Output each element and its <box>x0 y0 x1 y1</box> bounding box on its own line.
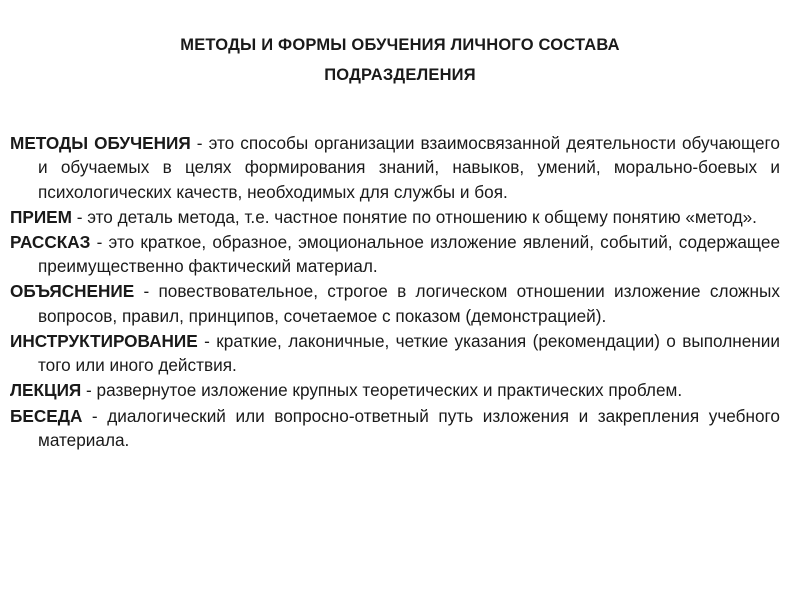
definition-text: - диалогический или вопросно-ответный путь изложения и закрепления учебного материала. <box>38 405 780 450</box>
definition-term: ЛЕКЦИЯ <box>10 380 82 401</box>
definition-text: - краткие, лаконичные, четкие указания (рекомендации) о выполнении того или иного действия. <box>38 330 780 376</box>
definition-term: БЕСЕДА <box>10 405 83 426</box>
definition-item <box>10 329 780 378</box>
definition-item <box>10 404 780 453</box>
page-title <box>0 30 800 90</box>
definition-item <box>10 205 780 229</box>
definition-term: ИНСТРУКТИРОВАНИЕ <box>10 330 198 351</box>
title-line-1: МЕТОДЫ И ФОРМЫ ОБУЧЕНИЯ ЛИЧНОГО СОСТАВА <box>180 36 620 54</box>
definition-term: ОБЪЯСНЕНИЕ <box>10 281 135 302</box>
definition-item <box>10 131 780 204</box>
definition-text: - развернутое изложение крупных теоретических и практических проблем. <box>81 380 683 401</box>
definition-text: - это способы организации взаимосвязанной деятельности обучающего и обучаемых в целях формирования знаний, навыков, умений, морально-боевых и психологических качеств, необходимых для службы и боя. <box>38 133 780 202</box>
definition-text: - это деталь метода, т.е. частное понятие по отношению к общему понятию «метод». <box>71 206 757 227</box>
definition-term: ПРИЕМ <box>10 206 72 227</box>
title-line-2: ПОДРАЗДЕЛЕНИЯ <box>324 66 476 84</box>
definition-item <box>10 230 780 279</box>
definition-text: - это краткое, образное, эмоциональное изложение явлений, событий, содержащее преимущественно фактический материал. <box>38 231 780 277</box>
definitions-list <box>10 131 780 453</box>
definition-item <box>10 378 780 402</box>
definition-item <box>10 279 780 328</box>
definition-text: - повествовательное, строгое в логическом отношении изложение сложных вопросов, правил, принципов, сочетаемое с показом (демонстрацией). <box>38 281 780 326</box>
definition-term: РАССКАЗ <box>10 231 91 252</box>
definition-term: МЕТОДЫ ОБУЧЕНИЯ <box>10 133 191 153</box>
